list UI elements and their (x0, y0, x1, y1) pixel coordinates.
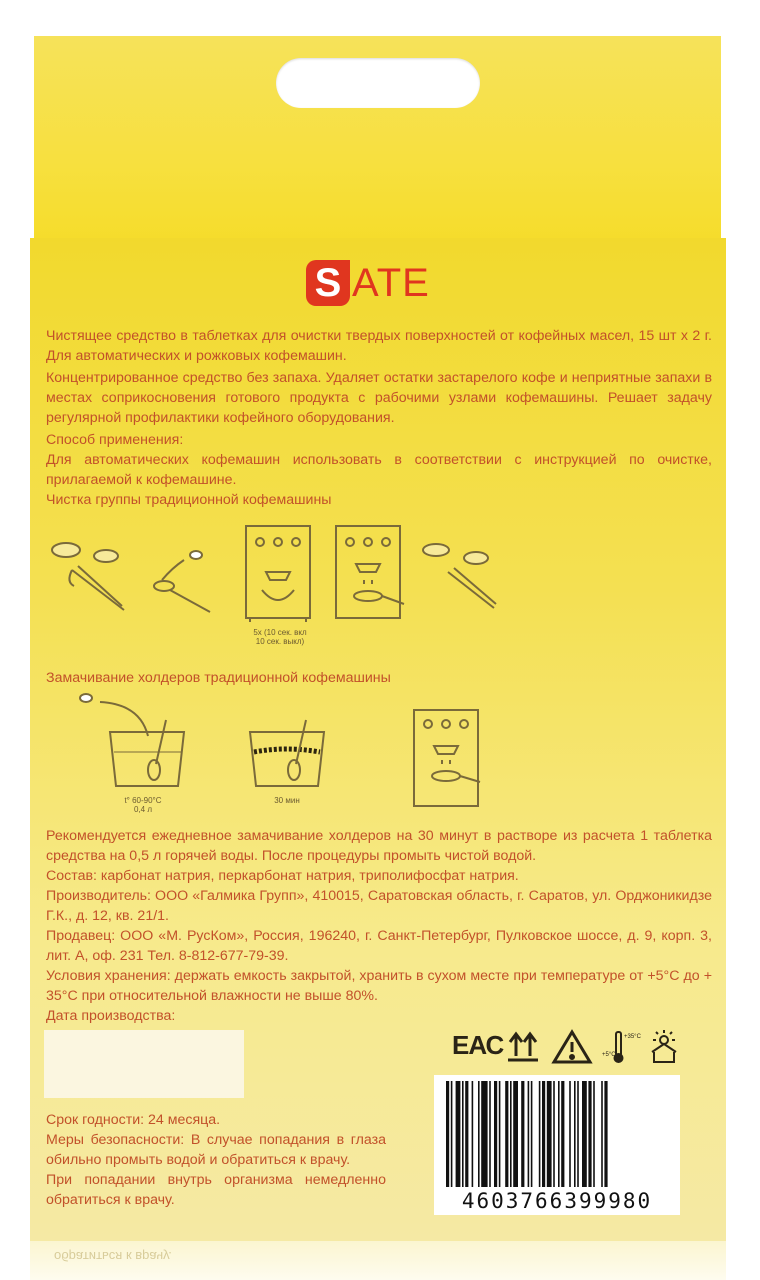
off-time: 10 сек. выкл (255, 637, 302, 646)
barcode-bar (451, 1081, 453, 1187)
package-top-flap (34, 36, 721, 246)
soaking-title: Замачивание холдеров традиционной кофемашины (46, 670, 391, 686)
barcode-bar (604, 1081, 607, 1187)
cleaning-caption: 5x (10 сек. вкл 10 сек. выкл) (253, 628, 307, 646)
barcode-bar (494, 1081, 497, 1187)
soaking-time-caption: 30 мин (274, 796, 300, 805)
tablet-drop-icon (80, 694, 184, 786)
warning-icon (554, 1032, 590, 1062)
composition: Состав: карбонат натрия, перкарбонат натрия, триполифосфат натрия. (46, 868, 519, 884)
brand-badge: S (306, 260, 350, 306)
barcode-bar (569, 1081, 571, 1187)
barcode (434, 1075, 680, 1215)
soaking-temp-caption (108, 796, 178, 814)
barcode-bar (505, 1081, 508, 1187)
barcode-bar (510, 1081, 512, 1187)
barcode-bar (462, 1081, 464, 1187)
barcode-bar (582, 1081, 587, 1187)
barcode-bar (465, 1081, 468, 1187)
barcode-bar (601, 1081, 603, 1187)
barcode-bar (481, 1081, 487, 1187)
temp-low-label: +5°C (602, 1052, 616, 1058)
handling-icons (506, 1028, 686, 1068)
barcode-bar (547, 1081, 552, 1187)
soaking-temp: t° 60-90°C (124, 796, 162, 805)
barcode-digits: 4603766399980 (461, 1189, 653, 1213)
barcode-bar (558, 1081, 560, 1187)
temperature-range-icon (615, 1032, 623, 1062)
usage-auto: Для автоматических кофемашин использовать в соответствии с инструкцией по очистке, прилагаемой к кофемашине. (46, 452, 712, 488)
barcode-bar (456, 1081, 461, 1187)
production-date-box (44, 1030, 244, 1098)
brand-name: ATE (352, 260, 430, 305)
barcode-bars (434, 1081, 680, 1193)
safety-2: При попадании внутрь организма немедленно обратиться к врачу. (46, 1172, 386, 1208)
production-date-label: Дата производства: (46, 1008, 176, 1024)
soaking-pictograms (70, 690, 500, 810)
temp-high-label: +35°C (624, 1034, 641, 1040)
barcode-bar (539, 1081, 541, 1187)
soaking-glass-icon (250, 720, 324, 786)
safety-1: Меры безопасности: В случае попадания в глаза обильно промыть водой и обратиться к врачу. (46, 1132, 386, 1168)
barcode-bar (521, 1081, 524, 1187)
keep-away-from-sunlight-icon (652, 1030, 676, 1062)
barcode-bar (478, 1081, 480, 1187)
on-time: 10 сек. вкл (266, 628, 307, 637)
portafilter-remove-icon (52, 543, 124, 610)
seller: Продавец: ООО «М. РусКом», Россия, 196240, г. Санкт-Петербург, Пулковское шоссе, д. 9, корп. 3, лит. А, оф. 231 Тел. 8-812-677-79-39. (46, 928, 712, 964)
eac-icon: ЕАС (452, 1030, 504, 1060)
storage-conditions: Условия хранения: держать емкость закрытой, хранить в сухом месте при температуре от +5°С до + 35°С при относительной влажности не выше 80%. (46, 968, 712, 1004)
barcode-bar (542, 1081, 545, 1187)
coffee-machine-icon-2 (336, 526, 404, 618)
barcode-bar (574, 1081, 576, 1187)
hang-hole (276, 58, 480, 108)
portafilter-return-icon (423, 544, 496, 608)
soaking-volume: 0,4 л (133, 805, 152, 814)
barcode-bar (528, 1081, 530, 1187)
barcode-bar (593, 1081, 595, 1187)
shelf-life: Срок годности: 24 месяца. (46, 1112, 221, 1128)
barcode-bar (446, 1081, 449, 1187)
barcode-bar (499, 1081, 501, 1187)
barcode-bar (577, 1081, 579, 1187)
manufacturer: Производитель: ООО «Галмика Групп», 410015, Саратовская область, г. Саратов, ул. Орджоникидзе Г.К., д. 12, кв. 21/1. (46, 888, 712, 924)
recommendation: Рекомендуется ежедневное замачивание холдеров на 30 минут в растворе из расчета 1 таблетка средства на 0,5 л горячей воды. После процедуры промыть чистой водой. (46, 828, 712, 864)
machine-rinse-icon (414, 710, 480, 806)
cycles-count: 5x (253, 628, 262, 637)
cleaning-title: Чистка группы традиционной кофемашины (46, 492, 332, 508)
reflection (30, 1241, 726, 1280)
barcode-bar (489, 1081, 491, 1187)
barcode-bar (513, 1081, 518, 1187)
description-p2: Концентрированное средство без запаха. Удаляет остатки застарелого кофе и неприятные запахи в местах соприкосновения готового продукта с рабочими узлами кофемашины. Решает задачу регулярной профилактики кофейного оборудования. (46, 370, 712, 426)
barcode-bar (561, 1081, 564, 1187)
cleaning-pictograms (44, 520, 724, 660)
description-p1: Чистящее средство в таблетках для очистки твердых поверхностей от кофейных масел, 15 шт х 2 г. Для автоматических и рожковых кофемашин. (46, 328, 712, 364)
barcode-bar (531, 1081, 533, 1187)
this-side-up-icon (508, 1034, 538, 1060)
tablet-insert-icon (154, 551, 210, 612)
reflection-text: обратиться к врачу. (54, 1249, 172, 1264)
usage-title: Способ применения: (46, 432, 184, 448)
coffee-machine-icon-1 (246, 526, 310, 622)
barcode-bar (472, 1081, 474, 1187)
brand-logo (306, 258, 430, 308)
barcode-bar (588, 1081, 591, 1187)
barcode-bar (553, 1081, 555, 1187)
